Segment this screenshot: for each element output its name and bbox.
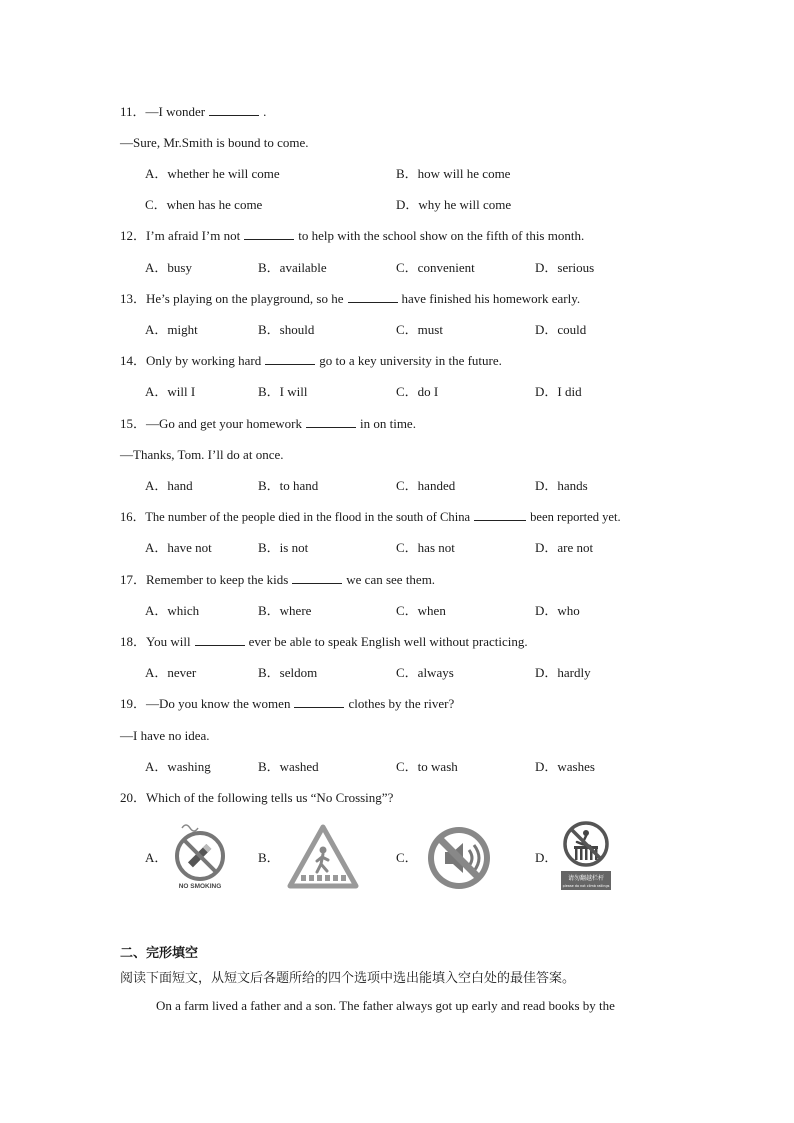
question-14 xyxy=(120,353,502,369)
section-instruction: 阅读下面短文，从短文后各题所给的四个选项中选出能填入空白处的最佳答案。 xyxy=(120,971,576,986)
question-number: 14． xyxy=(120,353,147,368)
question-19 xyxy=(120,696,454,712)
option-c: C．do I xyxy=(396,384,439,399)
option-b: B．I will xyxy=(258,384,308,399)
option-a: A．busy xyxy=(145,260,192,275)
question-number: 13． xyxy=(120,291,147,306)
question-stem-end: clothes by the river? xyxy=(348,696,455,711)
question-16 xyxy=(120,509,621,525)
question-number: 18． xyxy=(120,634,147,649)
question-number: 16． xyxy=(120,510,146,524)
option-b: B．should xyxy=(258,322,315,337)
question-stem-end: ever be able to speak English well without practicing. xyxy=(248,634,528,649)
option-a-label: A． xyxy=(145,850,168,865)
question-number: 15． xyxy=(120,416,147,431)
answer-blank xyxy=(294,696,344,708)
question-stem-end: we can see them. xyxy=(346,572,436,587)
sign-caption-chinese: 请勿翻越栏杆 xyxy=(567,875,605,882)
answer-blank xyxy=(474,509,526,521)
option-b: B．is not xyxy=(258,540,309,555)
question-13 xyxy=(120,291,580,307)
option-b: B．where xyxy=(258,603,312,618)
option-b: B．to hand xyxy=(258,478,319,493)
option-d: D．are not xyxy=(535,540,594,555)
option-c: C．when has he come xyxy=(145,197,263,212)
question-stem: —Go and get your homework xyxy=(146,416,302,431)
option-d: D．I did xyxy=(535,384,582,399)
question-20 xyxy=(120,790,393,806)
no-sound-sign-icon xyxy=(425,824,493,892)
question-stem: Remember to keep the kids xyxy=(146,572,289,587)
question-18 xyxy=(120,634,528,650)
option-d: D．why he will come xyxy=(396,197,512,212)
question-stem: I’m afraid I’m not xyxy=(146,228,241,243)
option-b-label: B． xyxy=(258,850,280,865)
question-stem: You will xyxy=(146,634,191,649)
answer-blank xyxy=(209,104,259,116)
answer-blank xyxy=(265,353,315,365)
option-c: C．has not xyxy=(396,540,455,555)
question-stem: —Do you know the women xyxy=(146,696,291,711)
option-a: A．washing xyxy=(145,759,211,774)
question-stem-end: . xyxy=(263,104,267,119)
question-12 xyxy=(120,228,584,244)
section-title: 二、完形填空 xyxy=(120,946,199,961)
option-d: D．hands xyxy=(535,478,588,493)
dialogue-reply: —Sure, Mr.Smith is bound to come. xyxy=(120,135,309,150)
option-c: C．always xyxy=(396,665,454,680)
question-17 xyxy=(120,572,435,588)
question-stem-end: been reported yet. xyxy=(530,510,621,524)
option-b: B．seldom xyxy=(258,665,318,680)
question-stem: The number of the people died in the flood in the south of China xyxy=(145,510,471,524)
question-stem: Which of the following tells us “No Crossing”? xyxy=(146,790,394,805)
no-climbing-railings-sign-icon xyxy=(560,820,612,892)
question-number: 20． xyxy=(120,790,147,805)
option-a: A．will I xyxy=(145,384,196,399)
question-stem: Only by working hard xyxy=(146,353,262,368)
question-stem-end: in on time. xyxy=(359,416,416,431)
no-smoking-caption: NO SMOKING xyxy=(178,883,222,890)
option-d: D．who xyxy=(535,603,580,618)
question-11 xyxy=(120,104,266,120)
option-d-label: D． xyxy=(535,850,558,865)
dialogue-reply: —I have no idea. xyxy=(120,728,210,743)
option-a: A．whether he will come xyxy=(145,166,280,181)
question-stem-end: have finished his homework early. xyxy=(401,291,581,306)
option-c: C．handed xyxy=(396,478,456,493)
option-b: B．washed xyxy=(258,759,319,774)
dialogue-reply: —Thanks, Tom. I’ll do at once. xyxy=(120,447,284,462)
question-number: 19． xyxy=(120,696,147,711)
option-c: C．must xyxy=(396,322,443,337)
option-a: A．hand xyxy=(145,478,193,493)
passage-paragraph: On a farm lived a father and a son. The father always got up early and read books by the xyxy=(156,998,615,1013)
question-stem-end: go to a key university in the future. xyxy=(319,353,502,368)
option-a: A．which xyxy=(145,603,200,618)
option-d: D．washes xyxy=(535,759,595,774)
option-b: B．available xyxy=(258,260,327,275)
option-d: D．could xyxy=(535,322,587,337)
answer-blank xyxy=(348,291,398,303)
answer-blank xyxy=(195,634,245,646)
option-b: B．how will he come xyxy=(396,166,511,181)
sign-caption-english: please do not climb railings xyxy=(562,884,610,888)
question-number: 12． xyxy=(120,228,147,243)
option-a: A．never xyxy=(145,665,197,680)
question-stem: He’s playing on the playground, so he xyxy=(146,291,344,306)
option-c: C．when xyxy=(396,603,446,618)
question-15 xyxy=(120,416,416,432)
option-d: D．hardly xyxy=(535,665,591,680)
no-smoking-sign-icon xyxy=(170,822,230,892)
answer-blank xyxy=(244,228,294,240)
option-c: C．convenient xyxy=(396,260,475,275)
question-number: 17． xyxy=(120,572,147,587)
option-a: A．have not xyxy=(145,540,212,555)
option-d: D．serious xyxy=(535,260,595,275)
question-stem: —I wonder xyxy=(145,104,206,119)
option-a: A．might xyxy=(145,322,198,337)
question-stem-end: to help with the school show on the fifth of this month. xyxy=(298,228,585,243)
answer-blank xyxy=(292,572,342,584)
option-c-label: C． xyxy=(396,850,418,865)
answer-blank xyxy=(306,416,356,428)
option-c: C．to wash xyxy=(396,759,458,774)
question-number: 11． xyxy=(120,104,146,119)
pedestrian-crossing-sign-icon xyxy=(287,824,359,890)
